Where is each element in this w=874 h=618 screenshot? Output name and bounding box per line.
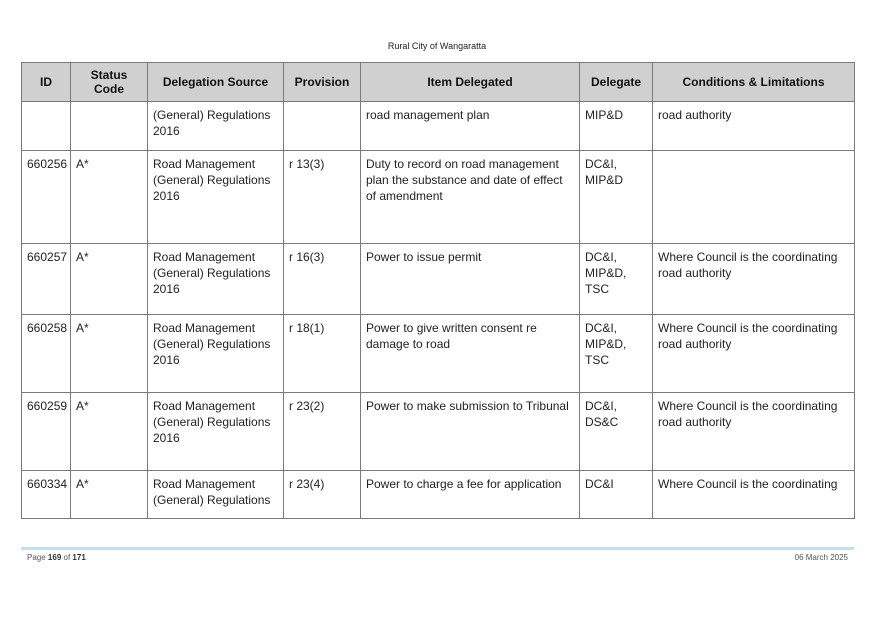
page-current: 169 xyxy=(47,553,62,562)
cell-status: A* xyxy=(71,315,148,393)
cell-conditions xyxy=(653,151,855,244)
cell-source: Road Management (General) Regulations 2016 xyxy=(148,315,284,393)
cell-provision: r 16(3) xyxy=(284,244,361,315)
table-header-row xyxy=(22,63,855,102)
cell-status: A* xyxy=(71,244,148,315)
cell-delegate: DC&I xyxy=(580,471,653,519)
cell-delegate: MIP&D xyxy=(580,102,653,151)
cell-id: 660334 xyxy=(22,471,71,519)
cell-conditions: Where Council is the coordinating road authority xyxy=(653,393,855,471)
cell-id: 660259 xyxy=(22,393,71,471)
cell-id: 660256 xyxy=(22,151,71,244)
delegation-table xyxy=(21,62,855,519)
cell-provision xyxy=(284,102,361,151)
cell-source: Road Management (General) Regulations 2016 xyxy=(148,151,284,244)
cell-status: A* xyxy=(71,151,148,244)
footer-date: 06 March 2025 xyxy=(794,553,848,562)
cell-item: Power to make submission to Tribunal xyxy=(361,393,580,471)
cell-item: Power to issue permit xyxy=(361,244,580,315)
cell-delegate: DC&I, MIP&D xyxy=(580,151,653,244)
cell-source: Road Management (General) Regulations xyxy=(148,471,284,519)
cell-item: Power to give written consent re damage to road xyxy=(361,315,580,393)
page-label: Page xyxy=(27,553,46,562)
cell-conditions: road authority xyxy=(653,102,855,151)
table-row xyxy=(22,102,855,151)
page-of: of xyxy=(63,553,71,562)
cell-conditions: Where Council is the coordinating road authority xyxy=(653,244,855,315)
cell-item: Power to charge a fee for application xyxy=(361,471,580,519)
page-number xyxy=(27,553,86,562)
footer-divider xyxy=(21,547,854,550)
cell-status: A* xyxy=(71,471,148,519)
column-header-delegate: Delegate xyxy=(580,63,653,102)
column-header-conditions: Conditions & Limitations xyxy=(653,63,855,102)
cell-id: 660258 xyxy=(22,315,71,393)
cell-source: (General) Regulations 2016 xyxy=(148,102,284,151)
column-header-delegation-source: Delegation Source xyxy=(148,63,284,102)
cell-conditions: Where Council is the coordinating road authority xyxy=(653,315,855,393)
table-row xyxy=(22,151,855,244)
column-header-item-delegated: Item Delegated xyxy=(361,63,580,102)
cell-item: Duty to record on road management plan the substance and date of effect of amendment xyxy=(361,151,580,244)
cell-status: A* xyxy=(71,393,148,471)
cell-source: Road Management (General) Regulations 2016 xyxy=(148,244,284,315)
cell-delegate: DC&I, DS&C xyxy=(580,393,653,471)
cell-provision: r 23(2) xyxy=(284,393,361,471)
page-total: 171 xyxy=(72,553,86,562)
cell-provision: r 13(3) xyxy=(284,151,361,244)
cell-source: Road Management (General) Regulations 2016 xyxy=(148,393,284,471)
table-row xyxy=(22,471,855,519)
cell-status xyxy=(71,102,148,151)
column-header-id: ID xyxy=(22,63,71,102)
cell-delegate: DC&I, MIP&D, TSC xyxy=(580,315,653,393)
cell-id xyxy=(22,102,71,151)
cell-conditions: Where Council is the coordinating xyxy=(653,471,855,519)
table-row xyxy=(22,393,855,471)
cell-id: 660257 xyxy=(22,244,71,315)
column-header-provision: Provision xyxy=(284,63,361,102)
column-header-status-code: Status Code xyxy=(71,63,148,102)
cell-provision: r 23(4) xyxy=(284,471,361,519)
cell-item: road management plan xyxy=(361,102,580,151)
table-row xyxy=(22,244,855,315)
table-row xyxy=(22,315,855,393)
cell-provision: r 18(1) xyxy=(284,315,361,393)
page-header: Rural City of Wangaratta xyxy=(387,41,487,51)
cell-delegate: DC&I, MIP&D, TSC xyxy=(580,244,653,315)
